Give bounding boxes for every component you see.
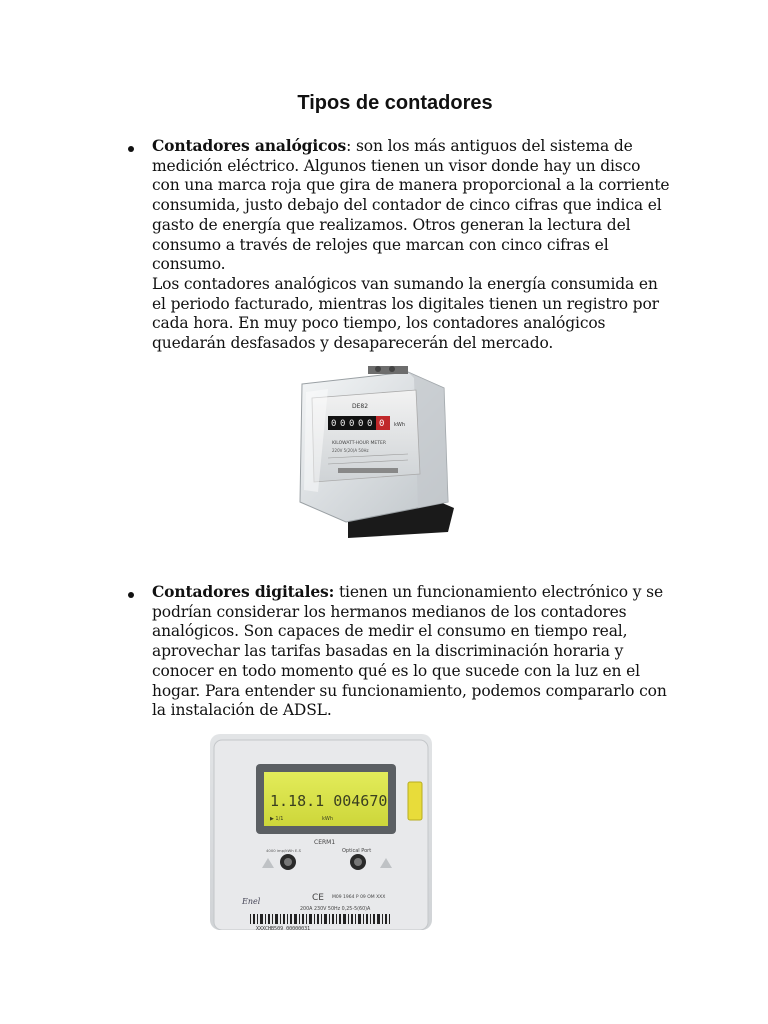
svg-text:0: 0 [367,419,373,429]
analog-model-label: DE82 [352,403,369,410]
svg-text:0: 0 [331,419,337,429]
svg-text:0: 0 [379,419,385,429]
barcode-text: XXXCHB509 00000031 [256,926,311,930]
lcd-main-readout: 1.18.1 004670 [270,792,388,810]
svg-text:0: 0 [349,419,355,429]
bullet-icon [128,146,134,152]
lcd-small-readout: ▶ 1/1 [270,816,284,822]
optical-port-label: Optical Port [342,848,372,854]
spec-line-2: 200A 230V 50Hz 0,25-5(60)A [300,907,371,912]
spec-line-1: M09 1964 P 09 OM XXX [332,895,386,900]
digital-model-label: CERM1 [314,839,336,846]
heading-digitales: Contadores digitales: [152,582,335,601]
body-analogicos: : son los más antiguos del sistema de medición eléctrico. Algunos tienen un visor donde hay un disco con una marca roja que gira de manera proporcional a la corriente consumida, justo debajo del contador de cinco cifras que indica el gasto de energía que realizamos. Otros generan la lectura del consumo a través de relojes que marcan con cinco cifras el consumo. [152,137,670,274]
analog-meter-image [288,362,460,542]
analog-plate-sub: 220V 5(20)A 50Hz [332,448,369,453]
paragraph-digitales-1 [152,582,672,721]
section-digitales-text [152,582,672,721]
svg-text:0: 0 [340,419,346,429]
body-digitales: tienen un funcionamiento electrónico y se podrían considerar los hermanos medianos de los contadores analógicos. Son capaces de medir el consumo en tiempo real, aprovechar las tarifas basadas en la discriminación horaria y conocer en todo momento qué es lo que sucede con la luz en el hogar. Para entender su funcionamiento, podemos compararlo con la instalación de ADSL. [152,583,667,720]
bullet-item-analogicos [128,136,668,356]
paragraph-analogicos-2: Los contadores analógicos van sumando la energía consumida en el periodo facturado, mientras los digitales tienen un registro por cada hora. En muy poco tiempo, los contadores analógicos quedarán desfasados y desaparecerán del mercado. [152,274,659,353]
section-analogicos-text [152,136,672,354]
digital-meter-image [210,734,432,930]
svg-text:0: 0 [358,419,364,429]
analog-plate-text: KILOWATT-HOUR METER [332,441,386,446]
analog-unit-label: kWh [394,422,406,428]
bullet-item-digitales [128,582,668,722]
heading-analogicos: Contadores analógicos [152,136,347,155]
page-title: Tipos de contadores [297,92,493,114]
digital-left-label: 4000 imp/kWh E-S [266,848,302,853]
brand-label: Enel [242,897,261,906]
lcd-unit-readout: kWh [322,816,334,822]
bullet-icon [128,592,134,598]
paragraph-analogicos-1 [152,136,672,275]
ce-mark: CE [312,893,324,903]
